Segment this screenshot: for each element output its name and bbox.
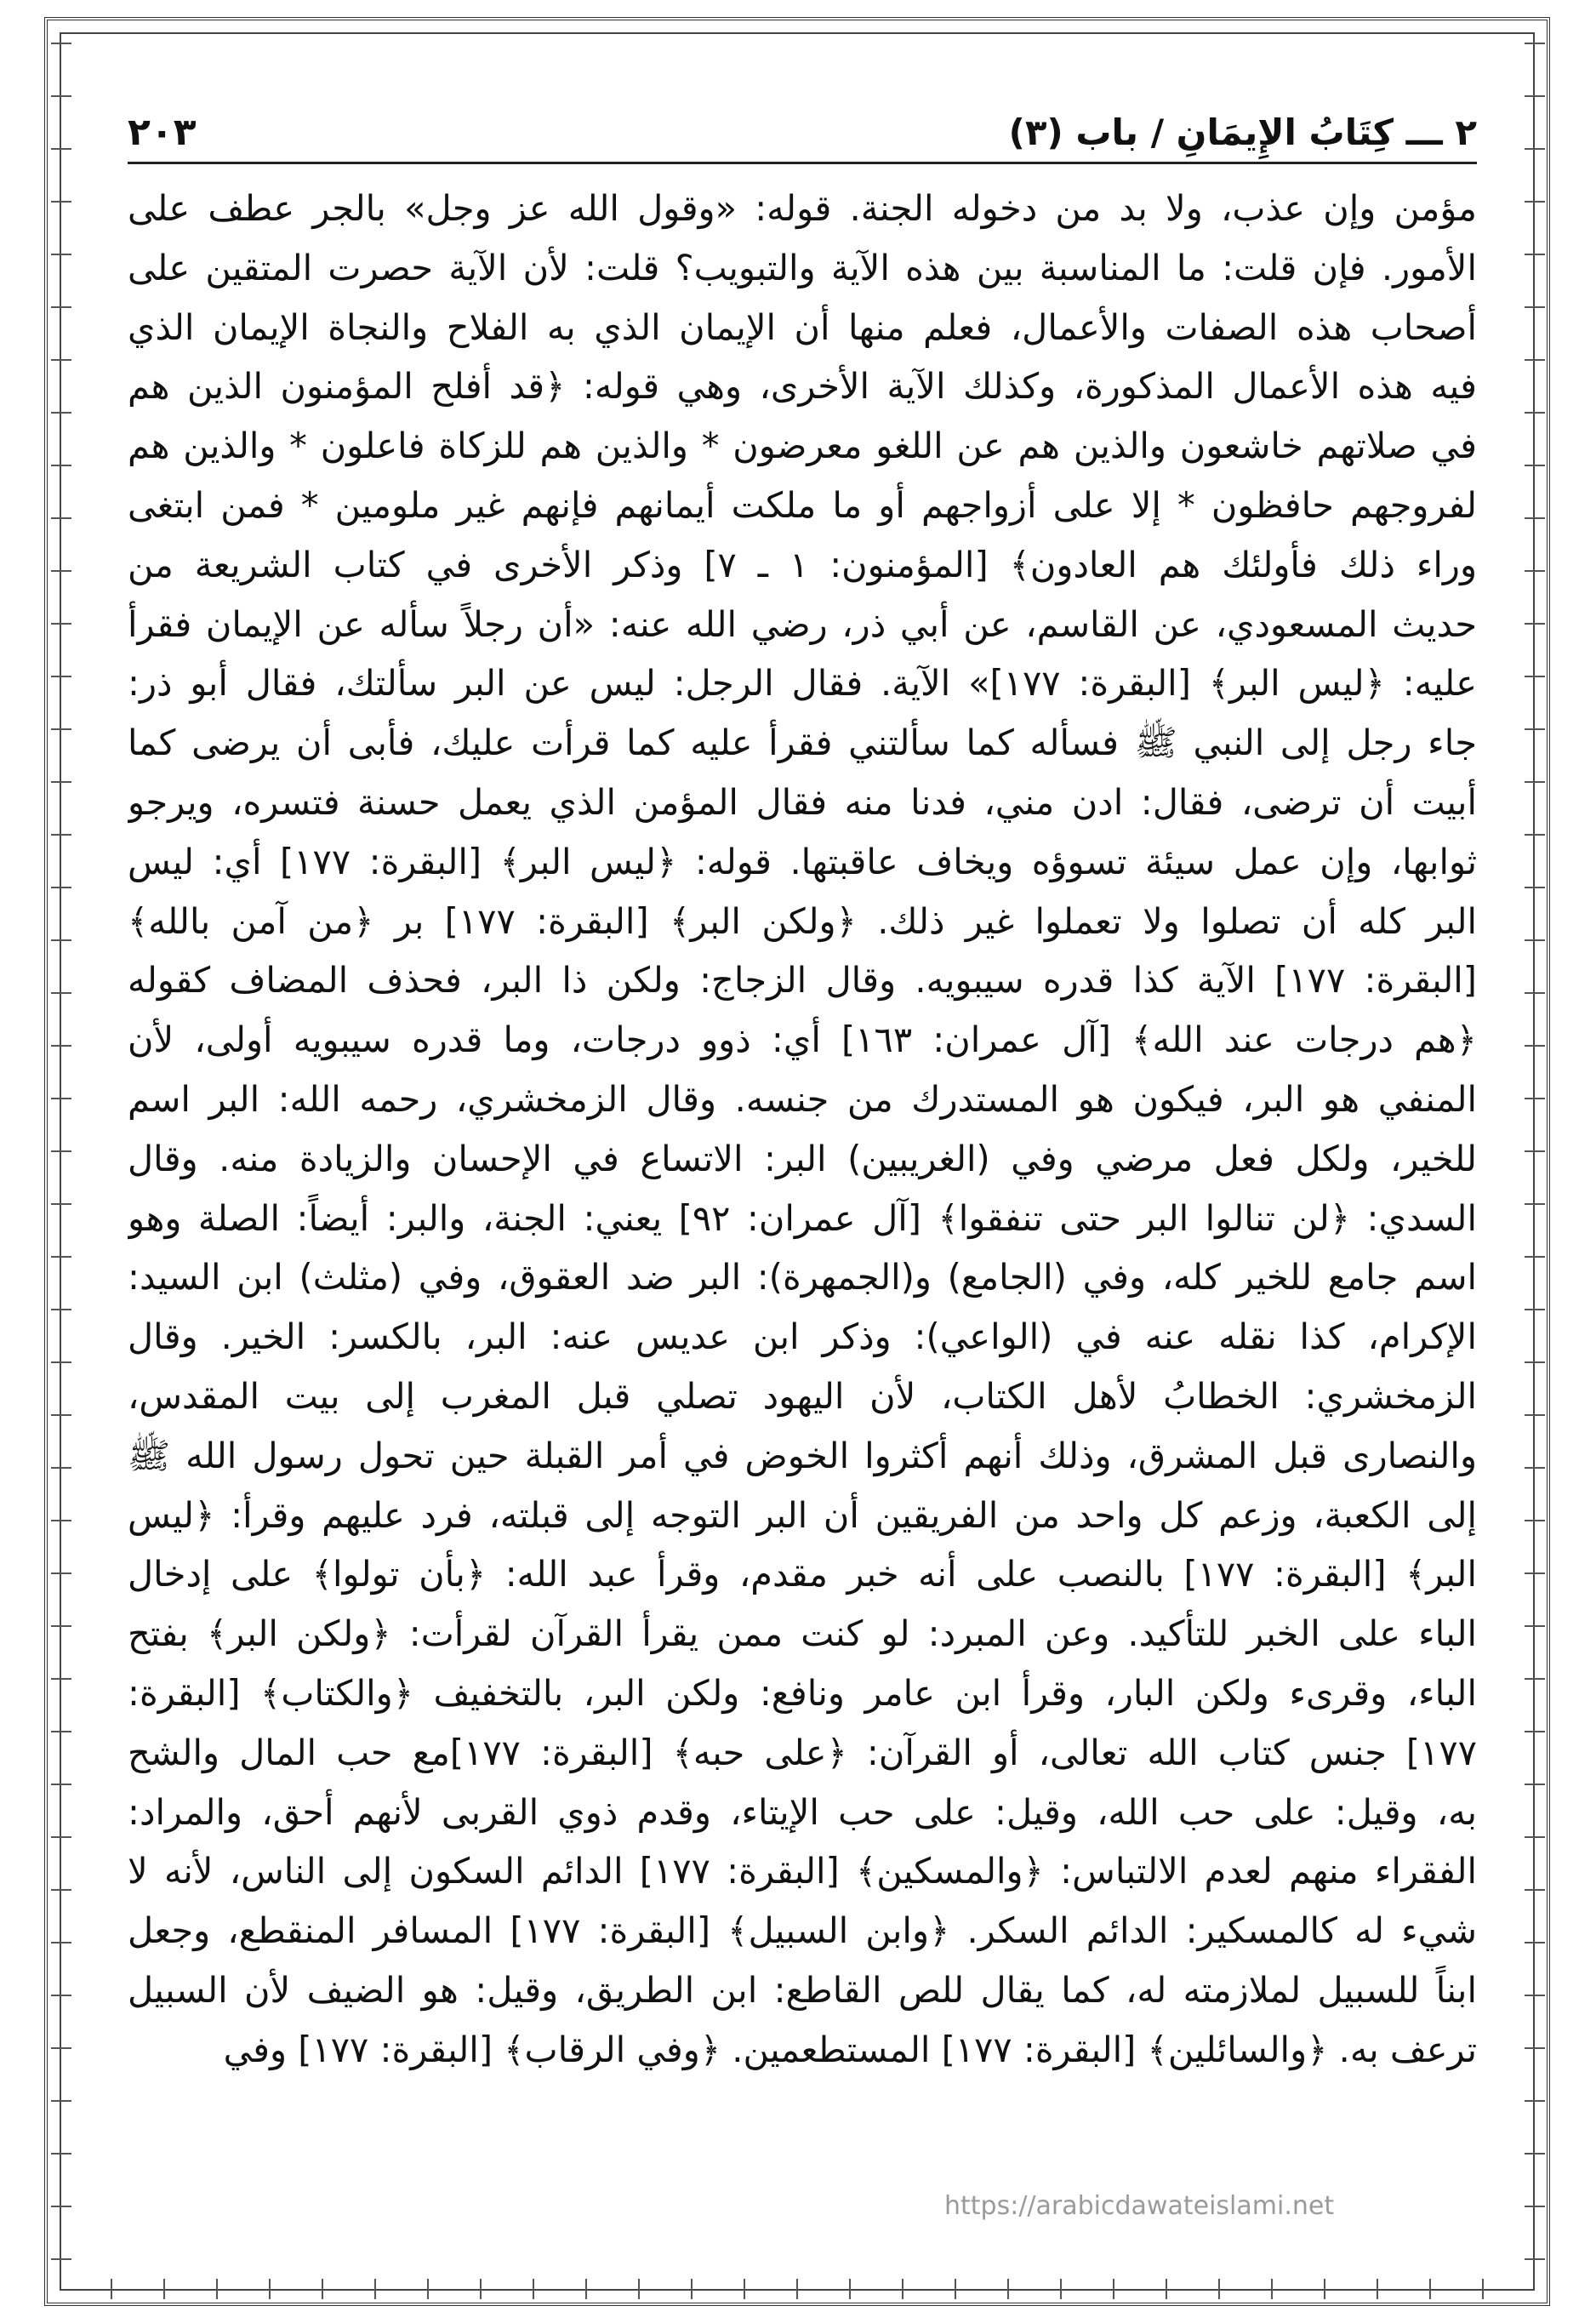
watermark-url: https://arabicdawateislami.net bbox=[944, 2191, 1335, 2221]
text-line: مؤمن وإن عذب، ولا بد من دخوله الجنة. قوله: «وقول الله عز وجل» بالجر عطف على bbox=[128, 187, 1477, 229]
text-line: السدي: ﴿لن تنالوا البر حتى تنفقوا﴾ [آل عمران: ٩٢] يعني: الجنة، والبر: أيضاً: الصلة وهو bbox=[128, 1196, 1477, 1239]
text-line: أصحاب هذه الصفات والأعمال، فعلم منها أن الإيمان الذي به الفلاح والنجاة الإيمان الذي bbox=[128, 305, 1477, 348]
right-ornament-border bbox=[1525, 17, 1545, 2306]
text-line: ١٧٧] جنس كتاب الله تعالى، أو القرآن: ﴿على حبه﴾ [البقرة: ١٧٧]مع حب المال والشح bbox=[128, 1731, 1477, 1773]
text-line: اسم جامع للخير كله، وفي (الجامع) و(الجمهرة): البر ضد العقوق، وفي (مثلث) ابن السيد: bbox=[128, 1256, 1477, 1298]
text-line: الإكرام، كذا نقله عنه في (الواعي): وذكر ابن عديس عنه: البر، بالكسر: الخير. وقال bbox=[128, 1316, 1477, 1358]
text-line: إلى الكعبة، وزعم كل واحد من الفريقين أن البر التوجه إلى قبلته، فرد عليهم وقرأ: ﴿ليس bbox=[128, 1493, 1477, 1536]
bottom-ornament-border bbox=[85, 2279, 1511, 2299]
page-header bbox=[128, 102, 1477, 164]
text-line: والنصارى قبل المشرق، وذلك أنهم أكثروا الخوض في أمر القبلة حين تحول رسول الله ﷺ bbox=[128, 1434, 1477, 1476]
text-line: حديث المسعودي، عن القاسم، عن أبي ذر، رضي الله عنه: «أن رجلاً سأله عن الإيمان فقرأ bbox=[128, 602, 1477, 645]
text-line: أبيت أن ترضى، فقال: ادن مني، فدنا منه فقال المؤمن الذي يعمل حسنة فتسره، ويرجو bbox=[128, 780, 1477, 823]
text-line: شيء له كالمسكير: الدائم السكر. ﴿وابن السبيل﴾ [البقرة: ١٧٧] المسافر المنقطع، وجعل bbox=[128, 1909, 1477, 1952]
text-line: البر﴾ [البقرة: ١٧٧] بالنصب على أنه خبر مقدم، وقرأ عبد الله: ﴿بأن تولوا﴾ على إدخال bbox=[128, 1553, 1477, 1595]
text-line: وراء ذلك فأولئك هم العادون﴾ [المؤمنون: ١ ـ ٧] وذكر الأخرى في كتاب الشريعة من bbox=[128, 543, 1477, 585]
text-line: الأمور. فإن قلت: ما المناسبة بين هذه الآية والتبويب؟ قلت: لأن الآية حصرت المتقين على bbox=[128, 246, 1477, 288]
text-line: ابناً للسبيل لملازمته له، كما يقال للص القاطع: ابن الطريق، وقيل: هو الضيف لأن السبيل bbox=[128, 1968, 1477, 2011]
text-line: عليه: ﴿ليس البر﴾ [البقرة: ١٧٧]» الآية. فقال الرجل: ليس عن البر سألتك، فقال أبو ذر: bbox=[128, 662, 1477, 705]
chapter-title: ٢ ـــ كِتَابُ الإِيمَانِ / باب (٣) bbox=[1008, 111, 1477, 153]
text-line: [البقرة: ١٧٧] الآية كذا قدره سيبويه. وقال الزجاج: ولكن ذا البر، فحذف المضاف كقوله bbox=[128, 959, 1477, 1002]
text-line: ثوابها، وإن عمل سيئة تسوؤه ويخاف عاقبتها. قوله: ﴿ليس البر﴾ [البقرة: ١٧٧] أي: ليس bbox=[128, 840, 1477, 882]
text-line: المنفي هو البر، فيكون هو المستدرك من جنسه. وقال الزمخشري، رحمه الله: البر اسم bbox=[128, 1077, 1477, 1120]
text-line: للخير، ولكل فعل مرضي وفي (الغريبين) البر: الاتساع في الإحسان والزيادة منه. وقال bbox=[128, 1137, 1477, 1179]
page-number: ٢٠٣ bbox=[128, 110, 197, 154]
text-line: جاء رجل إلى النبي ﷺ فسأله كما سألتني فقرأ عليه كما قرأت عليك، فأبى أن يرضى كما bbox=[128, 722, 1477, 764]
left-ornament-border bbox=[51, 17, 71, 2306]
text-line: ترعف به. ﴿والسائلين﴾ [البقرة: ١٧٧] المستطعمين. ﴿وفي الرقاب﴾ [البقرة: ١٧٧] وفي bbox=[223, 2028, 1477, 2070]
text-line: البر كله أن تصلوا ولا تعملوا غير ذلك. ﴿ولكن البر﴾ [البقرة: ١٧٧] بر ﴿من آمن بالله﴾ bbox=[128, 899, 1477, 942]
text-line: الباء، وقرىء ولكن البار، وقرأ ابن عامر ونافع: ولكن البر، بالتخفيف ﴿والكتاب﴾ [البقرة: bbox=[128, 1671, 1477, 1714]
text-line: الزمخشري: الخطابُ لأهل الكتاب، لأن اليهود تصلي قبل المغرب إلى بيت المقدس، bbox=[128, 1374, 1477, 1417]
body-text bbox=[128, 179, 1477, 2195]
text-line: في صلاتهم خاشعون والذين هم عن اللغو معرضون * والذين هم للزكاة فاعلون * والذين هم bbox=[128, 425, 1477, 467]
text-line: الباء على الخبر للتأكيد. وعن المبرد: لو كنت ممن يقرأ القرآن لقرأت: ﴿ولكن البر﴾ بفتح bbox=[128, 1612, 1477, 1655]
text-line: فيه هذه الأعمال المذكورة، وكذلك الآية الأخرى، وهي قوله: ﴿قد أفلح المؤمنون الذين هم bbox=[128, 365, 1477, 408]
text-line: الفقراء منهم لعدم الالتباس: ﴿والمسكين﴾ [البقرة: ١٧٧] الدائم السكون إلى الناس، لأنه لا bbox=[128, 1850, 1477, 1892]
text-line: لفروجهم حافظون * إلا على أزواجهم أو ما ملكت أيمانهم فإنهم غير ملومين * فمن ابتغى bbox=[128, 483, 1477, 526]
text-line: به، وقيل: على حب الله، وقيل: على حب الإيتاء، وقدم ذوي القربى لأنهم أحق، والمراد: bbox=[128, 1790, 1477, 1833]
text-line: ﴿هم درجات عند الله﴾ [آل عمران: ١٦٣] أي: ذوو درجات، وما قدره سيبويه أولى، لأن bbox=[128, 1019, 1477, 1061]
